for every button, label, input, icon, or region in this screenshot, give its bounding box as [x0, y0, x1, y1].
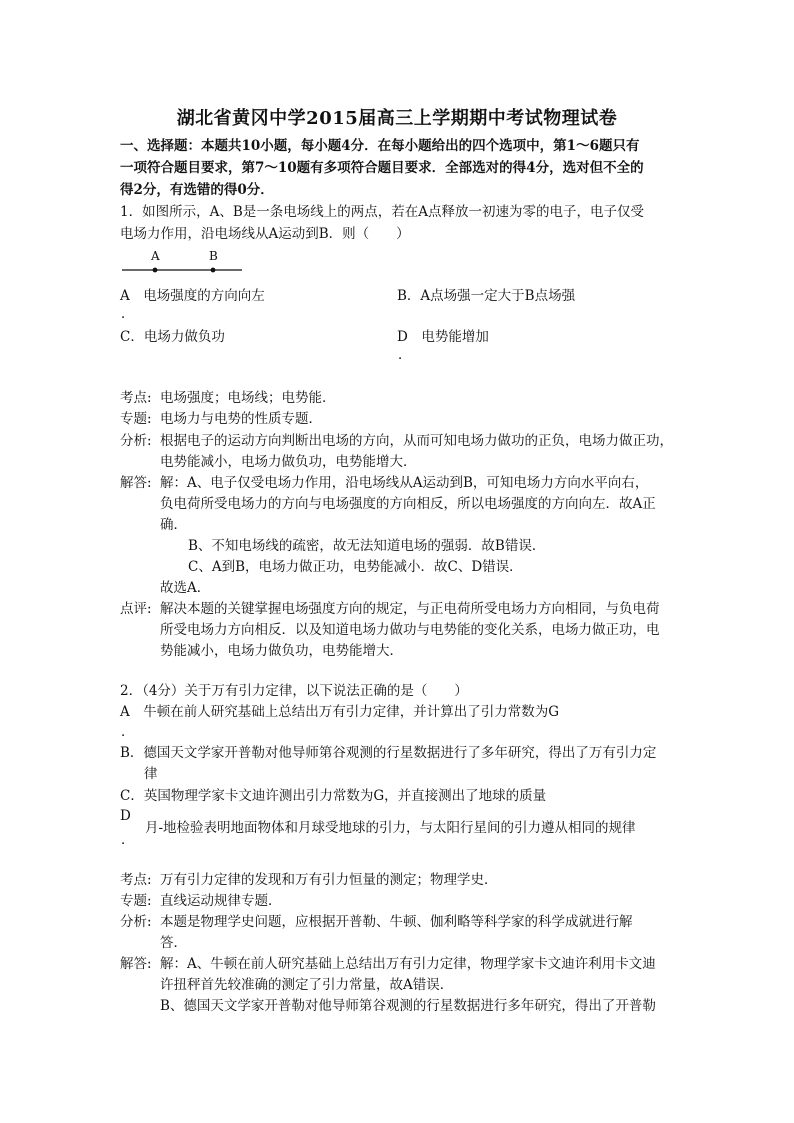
- jieda-text-line: 确．: [160, 517, 187, 533]
- dianping-text-line: 所受电场力方向相反．以及知道电场力做功与电势能的变化关系，电场力做正功，电: [160, 622, 660, 638]
- fenxi-text-line: 根据电子的运动方向判断出电场的方向，从而可知电场力做功的正负，电场力做正功，: [160, 433, 673, 449]
- zhuanti-label: 专题:: [120, 411, 152, 427]
- fenxi-label: 分析:: [120, 914, 152, 930]
- q1-stem-line: 1．如图所示，A、B是一条电场线上的两点，若在A点释放一初速为零的电子，电子仅受: [120, 204, 645, 220]
- jieda-text-line: 解：A、牛顿在前人研究基础上总结出万有引力定律，物理学家卡文迪许利用卡文迪: [160, 956, 656, 972]
- electric-field-line-figure: [120, 265, 250, 275]
- jieda-text-line: 故选A．: [160, 580, 211, 596]
- dianping-label: 点评:: [120, 601, 152, 617]
- section-instruction-line: 一、选择题：本题共10小题，每小题4分．在每小题给出的四个选项中，第1～6题只有: [120, 138, 640, 154]
- q2-option-a: A 牛顿在前人研究基础上总结出万有引力定律，并计算出了引力常数为G: [120, 704, 560, 720]
- zhuanti-label: 专题:: [120, 893, 152, 909]
- fenxi-text-line: 答．: [160, 935, 187, 951]
- q1-stem-line: 电场力作用，沿电场线从A运动到B．则（ ）: [120, 226, 410, 242]
- kaodian-label: 考点:: [120, 872, 152, 888]
- jieda-label: 解答:: [120, 956, 152, 972]
- q2-option-b-line: B．德国天文学家开普勒对他导师第谷观测的行星数据进行了多年研究，得出了万有引力定: [120, 745, 657, 761]
- q2-stem: 2．（4分）关于万有引力定律，以下说法正确的是（ ）: [120, 683, 468, 699]
- kaodian-text: 万有引力定律的发现和万有引力恒量的测定；物理学史．: [160, 872, 498, 888]
- figure-label-b: B: [209, 249, 218, 263]
- q1-option-a: A 电场强度的方向向左: [120, 288, 265, 304]
- dianping-text-line: 势能减小，电场力做负功，电势能增大．: [160, 643, 403, 659]
- q1-option-d: D 电势能增加: [397, 329, 489, 345]
- jieda-text-line: B、不知电场线的疏密，故无法知道电场的强弱．故B错误．: [188, 538, 546, 554]
- kaodian-text: 电场强度；电场线；电势能．: [160, 390, 336, 406]
- jieda-text-line: C、A到B，电场力做正功，电势能减小．故C、D错误．: [188, 559, 523, 575]
- q1-option-b: B．A点场强一定大于B点场强: [397, 288, 576, 304]
- section-instruction-line: 一项符合题目要求，第7～10题有多项符合题目要求．全部选对的得4分，选对但不全的: [120, 160, 644, 176]
- fenxi-label: 分析:: [120, 433, 152, 449]
- jieda-text-line: 许扭秤首先较准确的测定了引力常量，故A错误．: [160, 977, 454, 993]
- point-b-marker: [211, 268, 216, 273]
- option-dot: ．: [121, 724, 135, 740]
- jieda-text-line: 解：A、电子仅受电场力作用，沿电场线从A运动到B，可知电场力方向水平向右，: [160, 475, 649, 491]
- zhuanti-text: 电场力与电势的性质专题．: [160, 411, 322, 427]
- option-dot: ．: [121, 832, 135, 848]
- q2-option-c: C．英国物理学家卡文迪许测出引力常数为G，并直接测出了地球的质量: [120, 788, 547, 804]
- jieda-label: 解答:: [120, 475, 152, 491]
- page-title: 湖北省黄冈中学2015届高三上学期期中考试物理试卷: [176, 108, 618, 129]
- zhuanti-text: 直线运动规律专题．: [160, 893, 282, 909]
- kaodian-label: 考点:: [120, 390, 152, 406]
- q2-option-d: 月-地检验表明地面物体和月球受地球的引力，与太阳行星间的引力遵从相同的规律: [145, 820, 636, 836]
- q2-option-d-letter: D: [120, 808, 131, 824]
- dianping-text-line: 解决本题的关键掌握电场强度方向的规定，与正电荷所受电场力方向相同，与负电荷: [160, 601, 660, 617]
- jieda-text-line: 负电荷所受电场力的方向与电场强度的方向相反，所以电场强度的方向向左．故A正: [160, 496, 656, 512]
- fenxi-text-line: 本题是物理学史问题，应根据开普勒、牛顿、伽利略等科学家的科学成就进行解: [160, 914, 633, 930]
- section-instruction-line: 得2分，有选错的得0分．: [120, 182, 274, 198]
- fenxi-text-line: 电势能减小，电场力做负功，电势能增大．: [160, 454, 417, 470]
- point-a-marker: [153, 268, 158, 273]
- q1-option-c: C．电场力做负功: [120, 329, 225, 345]
- figure-label-a: A: [151, 249, 160, 263]
- option-dot: ．: [121, 306, 135, 322]
- q2-option-b-line: 律: [144, 766, 158, 782]
- option-dot: ．: [398, 347, 412, 363]
- jieda-text-line: B、德国天文学家开普勒对他导师第谷观测的行星数据进行多年研究，得出了开普勒: [160, 998, 656, 1014]
